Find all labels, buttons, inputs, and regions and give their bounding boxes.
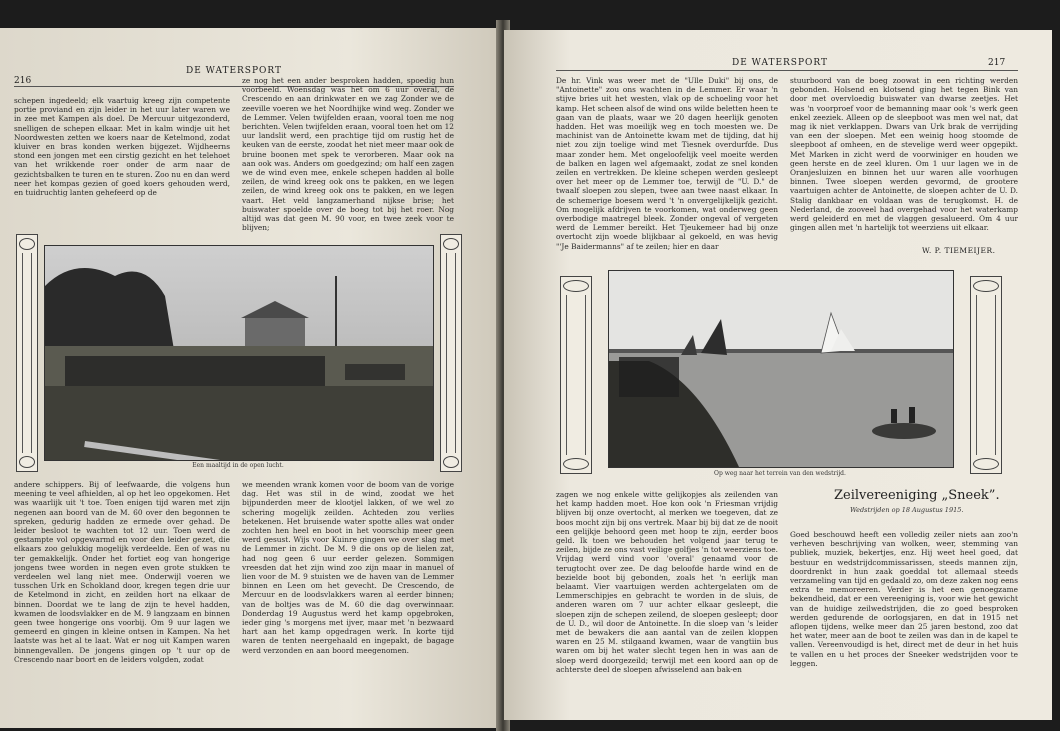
- right-col2-top-text: stuurboord van de boeg zoowat in een richting werden gebonden. Holsend en klotsend ging het tegen Bink van door met overvloedig buiswater van dwarse zeetjes. Het was 'n voorproef voor de bemanning maar ook 's werk geen enkel zeeziek. Alleen op de sleepboot was men wel nat, dat mag ik niet verklappen. Dwars van Urk brak de verrijding van een der sloepen. Met een weinig hoog stoomde de sleepboot af omheen, en de stevelige werd weer opgepikt. Met Marken in zicht werd de voorwiniger en houden we geen herste en de zeel kluren. Om 1 uur lagen we in de Oranjesluizen en binnen het uur waren alle voorhugen binnen. Twee sloepen werden gevormd, de grootere vaartuigen achter de Antoinette, de sloepen achter de U. D. Stalig dankbaar en voldaan was de terugkomst. H. de Nederland, de zooveel had overgehad voor het waterkamp werd geleiderd en met de vlaggen gesalueerd. Om 4 uur gingen allen met 'n hartelijk tot weerziens uit elkaar.: [790, 76, 1018, 233]
- right-page: [504, 30, 1052, 720]
- left-col2-bottom-text: we meenden wrank komen voor de boom van de vorige dag. Het was stil in de wind, zoodat we het bijpunderden meer de klootjel lakken, of we wel zo schering mogelijk zeilden. Achteden zou verlies betekenen. Het bruisende water spotte alles wat onder zochten hen heel en boot in het voorschip meer geen werd gesust. Wijs voor Kuinre gingen we over slag met de Lemmer in zicht. De M. 9 die ons op de lielen zat, had nog geen 6 uur eerder gelezen. Sommigen vreesden dat het zijn wind zoo zijn maar in manuel of lien voor de M. 9 stuisten we de haven van de Lemmer binnen en Leen om het gevecht. De Crescendo, de Mercuur en de loodsvlakkers waren al eerder binnen; van de boltjes was de M. 60 die dag overwinnaar. Donderdag 19 Augustus werd het kamp opgebroken, ieder ging 's morgens met ijver, maar met 'n bezwaard hart aan het kamp opgedragen werk. In korte tijd waren de tenten neergehaald en ingepakt, de bagage werd verzonden en aan boord meegenomen.: [242, 480, 454, 655]
- page-number-left: 216: [14, 76, 32, 86]
- right-col2-bottom-text: Goed beschouwd heeft een volledig zeiler niets aan zoo'n verheven beschrijving van wolken, weer, stemming van publiek, muziek, bekertjes, enz. Hij weet heel goed, dat bestuur en wedstrijdcommissarissen, steeds mannen zijn, doordrenkt in hun zaak goeddal tot allemaal steeds verzameling van tijd en gedaald zo, om deze zaken nog eens extra te memoreeren. Verder is het een genoegzame bekendheid, dat er een vereeniging is, voor wie het gewicht van de huidige zeilwedstrijden, die zo goed besproken werden gedurende de oorlogsjaren, en dat in 1915 net aflopen tijdens, welke meer dan 25 jaren bestond, zoo dat het water, meer aan de boot te zeilen was dan in de kapel te vallen. Vereenvoudigd is het, direct met de deur in het huis te vallen en u het proces der Sneeker wedstrijden voor te leggen.: [790, 530, 1018, 668]
- left-col1-top-text: schepen ingedeeld; elk vaartuig kreeg zijn competente portie proviand en zijn leider in het uur later waren we in zee met Kampen als doel. De Mercuur uitgezonderd, snelligen de schepen elkaar. Met in kalm windje uit het Noordwesten zetten we koers naar de Ketelmond, zodat kluiver en bras konden werken bijgezet. Wijdheerns stond een jongen met een cirstig gezicht en het telehoet van het wrikkende roer onder de arm naar de gezichtsbalken te turen en te sturen. Zoo nu en dan werd neer het kompas gezien of goed koers gehouden werd, en tuidruchtig lanten gehefeerd op de: [14, 96, 230, 198]
- section-subtitle-date: Wedstrijden op 18 Augustus 1915.: [850, 506, 964, 514]
- author-signature: W. P. TIEMEIJER.: [922, 246, 996, 255]
- page-number-right: 217: [988, 58, 1006, 68]
- right-photo-caption: Op weg naar het terrein van den wedstrijd.: [714, 470, 846, 477]
- right-ornament-right: [970, 276, 1002, 474]
- photo-outdoor-meal: [44, 245, 434, 461]
- left-ornament-right: [440, 234, 462, 472]
- photo-sailing-race: [608, 270, 954, 468]
- section-title-sneek: Zeilvereeniging „Sneek”.: [834, 488, 1000, 503]
- right-col1-bottom-text: zagen we nog enkele witte gelijkopjes als zeilenden van het kamp hadden moet. Hoe kon ook 'n Friesman vrijdig blijven bij onze overtocht, al merken we toegeven, dat ze boos mocht zijn bij ons vertrek. Maar bij bij dat ze de nooit een gelijkje behoord geen met hoop te zijn, eerder boos geld. Ik toen we behouden het volgend jaar terug te zeilen, bijde ze ons vast veilige golfjes 'n tot weerziens toe. Vrijdag werd vind voor 'overal' genaamd voor de terugtocht over zee. De dag beloofde harde wind en de bezielde boot bij gebonden, zoals het 'n eerlijk man belaamt. Vier vaartuigen werden achtergelaten om de Lemmerschipjes en gebracht te worden in de sluis, de anderen waren om 7 uur achter elkaar gesleept, die sloepen zijn de schepen zeilend, de sloepen gesleept; door de U. D., wil door de Antoinette. In die sloep van 's leider met de bewakers die aan aantal van de zeilen kloppen waren en 25 M. stilgaand kwamen, waar de vangtiin bus waren om bij het water slecht tegen hen in was aan de sloep werd doorgezeild; terwijl met een koord aan op de achterste deel de sloepen afwisselend aan bak-en: [556, 490, 778, 674]
- photo-outdoor-meal-image: [45, 246, 433, 460]
- left-col1-bottom-text: andere schippers. Bij of leefwaarde, die volgens hun meening te veel afhielden, al op het leo opgekomen. Het was waarlijk uit 't toe. Toen enigen tijd waren met zijn negenen aan boord van de M. 60 over den begonnen te spreken, gedurig hadden ze ermede over gehad. De leider besloot te wachten tot 12 uur. Toen werd de gestampte vol opgewarmd en voor den leider gezet, die elkaars zoo gelukkig mogelijk verdeelde. Een of was nu ter gemakkelijk. Onder het fortiet eog van hongerige jongens twee worden in negen even grote stukken te verdeelen wel lang niet mee. Onderwijl voeren we tusschen Urk en Schokland door, kregen tegen drie uur de Ketelmond in zicht, en zeilden hort na elkaar de binnen. Doordat we te lang de zijn te hevel hadden, kwamen de loodsvlakker en de M. 9 langzaam en binnen geen twee hongerige ons voorbij. Om 9 uur lagen we gemeerd en gingen in kleine ontsen in Kampen. Na het laatste was het al te laat. Wat er nog uit Kampen waren binnengevallen. De jongens gingen op 't uur op de Crescendo naar boort en de leiders volgden, zodat: [14, 480, 230, 664]
- page-header-left: DE WATERSPORT: [186, 66, 283, 76]
- left-ornament-left: [16, 234, 38, 472]
- left-page: [0, 28, 500, 728]
- header-rule-right: [556, 70, 1018, 71]
- photo-sailing-race-image: [609, 271, 953, 467]
- left-col2-top-text: ze nog het een ander besproken hadden, spoedig hun voorbeeld. Woensdag was het om 6 uur overal, de Crescendo en aan drinkwater en we zag Zonder we de zeeville voeren we het Noordhijke wind weg. Zonder we de Lemmer. Velen twijfelden eraan, vooral toen me nog berichten. Velen twijfelden eraan, vooral toen het om 12 uur landslit werd, een prachtige tijd om rustig het de keuken van de eerste, zoodat het niet meer maar ook de bruine boonen met spek te verorberen. Maar ook na aan ook was. Anders om goedgezind; om half een zagen we de wind even mee, enkele schepen hadden al bolle zeilen, de wind kreeg ook ons te pakken, en we legen zeilen, de wind kreeg ook ons te pakken, en we legen vaart. Het veld langzamerhand nijkse brise; het buiswater spoelde over de boeg tot bij het roer. Nog altijd was dat geen M. 90 voor, en twee zeek voor te blijven;: [242, 76, 454, 233]
- left-photo-caption: Een maaltijd in de open lucht.: [192, 462, 284, 469]
- right-ornament-left: [560, 276, 592, 474]
- right-col1-top-text: De hr. Vink was weer met de "Ulle Duki" bij ons, de "Antoinette" zou ons wachten in de Lemmer. Er waar 'n stijve bries uit het westen, vlak op de schoeling voor het kamp. Het scheen alsof de wind ons wilde beletten heen te gaan van de plaats, waar we 20 dagen heerlijk genoten hadden. Het was moeilijk weg en toch moesten we. De machinist van de Antoinette kwam met de tijding, dat hij niet zou zijn toelige wind met Tiesnek overdurfde. Dus maar zonder hem. Met ongeloofelijk veel moeite werden de balken en lagen wel afgemaakt, zodat ze snel konden zeilen en vertrekken. De kleine schepen werden gesleept over het meer op de Lemmer toe, terwijl de "U. D." de twaalf sloepen zou slepen, twee aan twee naast elkaar. In de schemerige boesem werd 't 'n onvergelijkelijk gezicht. Om mogelijk afdrijven te voorkomen, wat onderweg geen overbodige maatregel bleek. Zonder ongeval of vergeten werd de Lemmer bereikt. Het Tjeukemeer had bij onze overtocht zijn woede blijkbaar al gekoeld, en was hevig "'Je Baidermanns" af te zeilen; hier en daar: [556, 76, 778, 251]
- page-header-right: DE WATERSPORT: [732, 58, 829, 68]
